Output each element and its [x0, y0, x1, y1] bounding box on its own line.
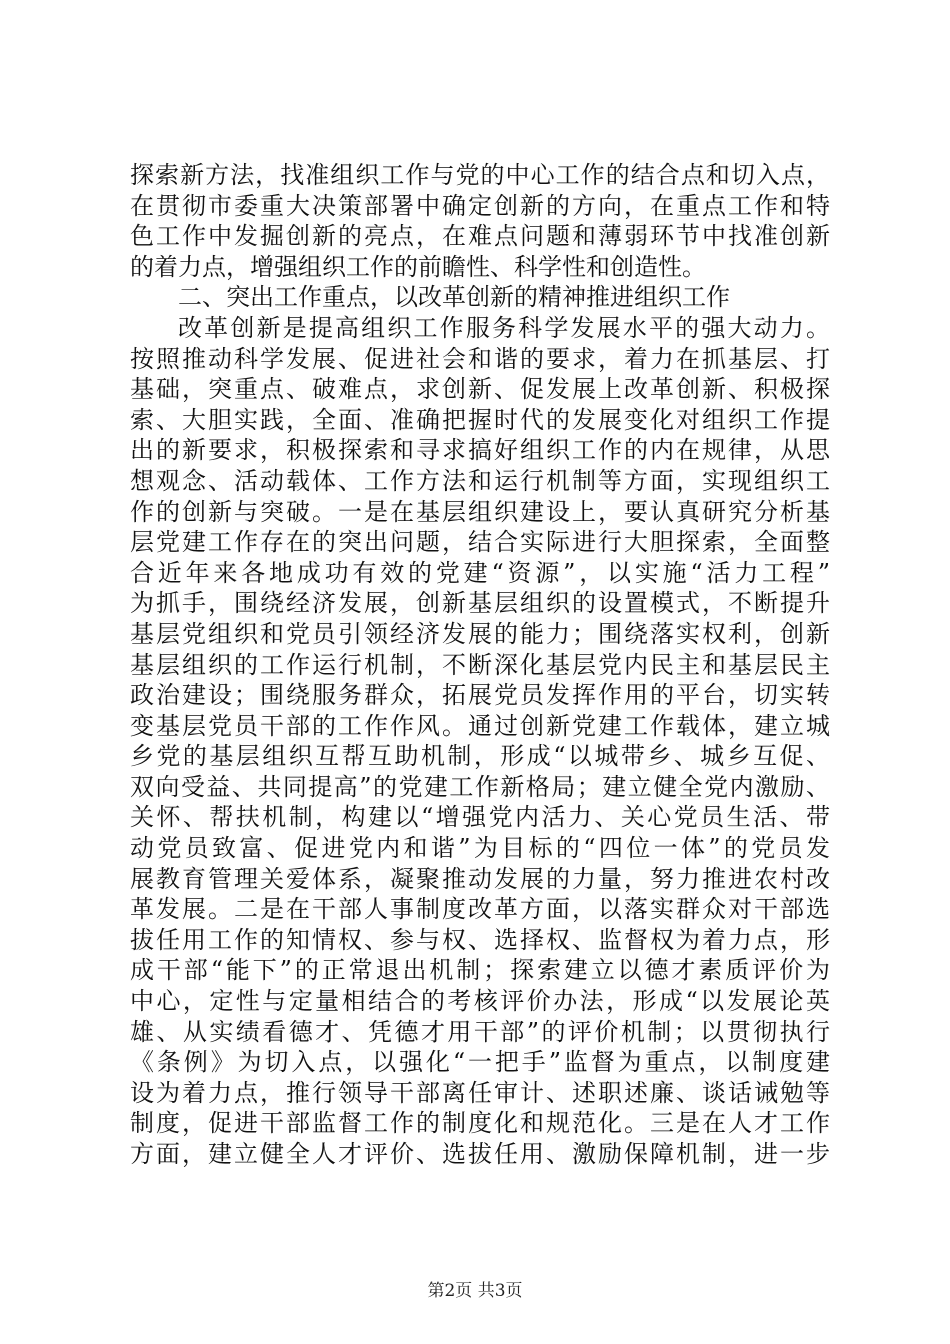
- text-line: 政治建设；围绕服务群众，拓展党员发挥作用的平台，切实转: [130, 681, 830, 710]
- text-line: 拔任用工作的知情权、参与权、选择权、监督权为着力点，形: [130, 925, 830, 954]
- text-line: 索、大胆实践，全面、准确把握时代的发展变化对组织工作提: [130, 405, 830, 434]
- text-line: 革发展。二是在干部人事制度改革方面，以落实群众对干部选: [130, 895, 830, 924]
- page-footer: [0, 1280, 950, 1302]
- section-heading: 二、突出工作重点，以改革创新的精神推进组织工作: [178, 283, 730, 312]
- text-line: 层党建工作存在的突出问题，结合实际进行大胆探索，全面整: [130, 528, 830, 557]
- text-line: 想观念、活动载体、工作方法和运行机制等方面，实现组织工: [130, 466, 830, 495]
- text-line: 方面，建立健全人才评价、选拔任用、激励保障机制，进一步: [130, 1140, 830, 1168]
- text-line: 色工作中发掘创新的亮点，在难点问题和薄弱环节中找准创新: [130, 222, 830, 251]
- document-body: [130, 160, 830, 1170]
- text-line: 为抓手，围绕经济发展，创新基层组织的设置模式，不断提升: [130, 589, 830, 618]
- text-line: 按照推动科学发展、促进社会和谐的要求，着力在抓基层、打: [130, 344, 830, 373]
- text-line: 基层党组织和党员引领经济发展的能力；围绕落实权利，创新: [130, 619, 830, 648]
- text-line: 《条例》为切入点，以强化“一把手”监督为重点，以制度建: [130, 1048, 830, 1077]
- text-line: 合近年来各地成功有效的党建“资源”，以实施“活力工程”: [130, 558, 830, 587]
- text-line: 乡党的基层组织互帮互助机制，形成“以城带乡、城乡互促、: [130, 742, 830, 771]
- text-line: 动党员致富、促进党内和谐”为目标的“四位一体”的党员发: [130, 834, 830, 863]
- text-line: 中心，定性与定量相结合的考核评价办法，形成“以发展论英: [130, 987, 830, 1016]
- text-line: 基础，突重点、破难点，求创新、促发展上改革创新、积极探: [130, 375, 830, 404]
- text-line: 的着力点，增强组织工作的前瞻性、科学性和创造性。: [130, 252, 706, 281]
- text-line: 作的创新与突破。一是在基层组织建设上，要认真研究分析基: [130, 497, 830, 526]
- page-number: 第2页 共3页: [427, 1281, 523, 1301]
- text-line: 展教育管理关爱体系，凝聚推动发展的力量，努力推进农村改: [130, 864, 830, 893]
- text-line: 在贯彻市委重大决策部署中确定创新的方向，在重点工作和特: [130, 191, 830, 220]
- text-line: 雄、从实绩看德才、凭德才用干部”的评价机制；以贯彻执行: [130, 1017, 830, 1046]
- text-line: 出的新要求，积极探索和寻求搞好组织工作的内在规律，从思: [130, 436, 830, 465]
- text-line: 变基层党员干部的工作作风。通过创新党建工作载体，建立城: [130, 711, 830, 740]
- text-line: 关怀、帮扶机制，构建以“增强党内活力、关心党员生活、带: [130, 803, 830, 832]
- text-line: 基层组织的工作运行机制，不断深化基层党内民主和基层民主: [130, 650, 830, 679]
- text-line: 探索新方法，找准组织工作与党的中心工作的结合点和切入点，: [130, 161, 830, 189]
- text-line: 双向受益、共同提高”的党建工作新格局；建立健全党内激励、: [130, 772, 830, 801]
- text-line: 成干部“能下”的正常退出机制；探索建立以德才素质评价为: [130, 956, 830, 985]
- text-line: 设为着力点，推行领导干部离任审计、述职述廉、谈话诫勉等: [130, 1078, 830, 1107]
- text-line: 制度，促进干部监督工作的制度化和规范化。三是在人才工作: [130, 1109, 830, 1138]
- text-line: 改革创新是提高组织工作服务科学发展水平的强大动力。: [178, 313, 830, 342]
